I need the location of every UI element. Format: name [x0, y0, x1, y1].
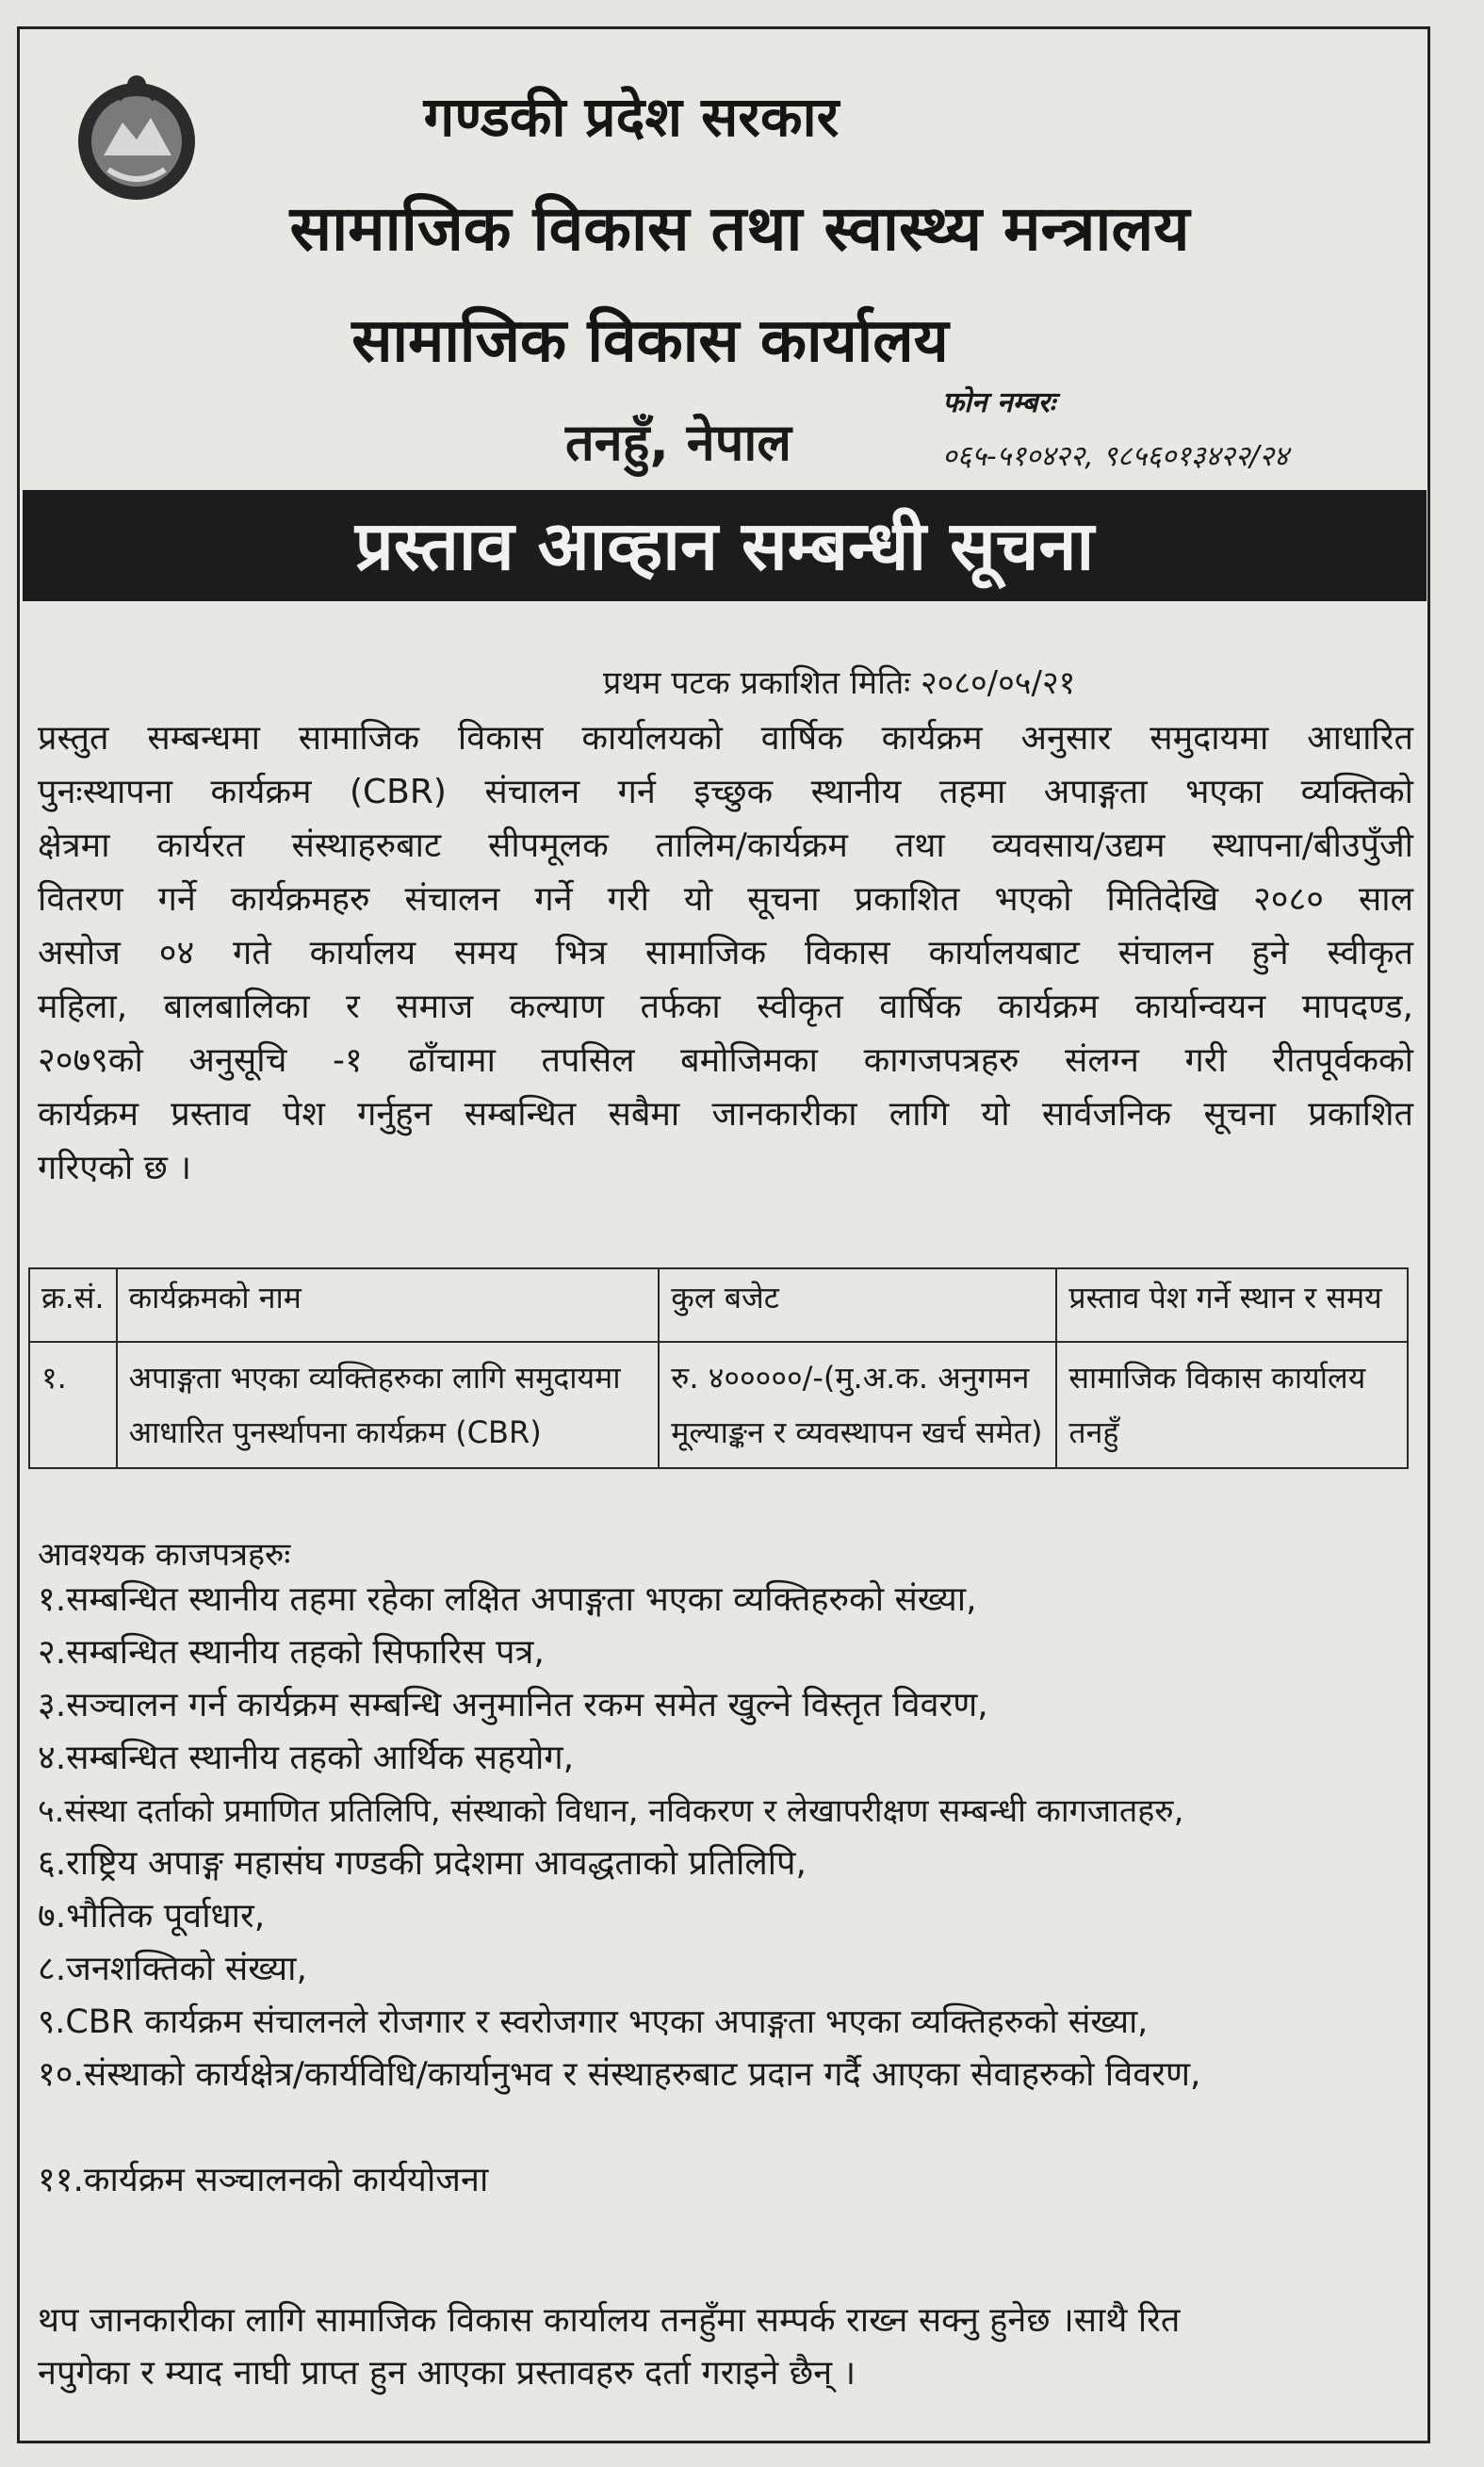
- program-table: [28, 1267, 1409, 1469]
- body-line: २०७९को अनुसूचि -१ ढाँचामा तपसिल बमोजिमका कागजपत्रहरु संलग्न गरी रीतपूर्वकको: [38, 1041, 1413, 1080]
- body-line: महिला, बालबालिका र समाज कल्याण तर्फका स्वीकृत वार्षिक कार्यक्रम कार्यान्वयन मापदण्ड,: [38, 988, 1413, 1026]
- cell-place: सामाजिक विकास कार्यालय तनहुँ: [1056, 1342, 1408, 1468]
- list-item: ४.सम्बन्धित स्थानीय तहको आर्थिक सहयोग,: [38, 1739, 575, 1777]
- office-location: तनहुँ, नेपाल: [565, 413, 791, 472]
- phone-label: फोन नम्बरः: [942, 386, 1055, 419]
- list-item: ३.सञ्चालन गर्न कार्यक्रम सम्बन्धि अनुमानित रकम समेत खुल्ने विस्तृत विवरण,: [38, 1686, 988, 1724]
- program-name-line: अपाङ्गता भएका व्यक्तिहरुका लागि समुदायमा: [128, 1360, 621, 1396]
- list-item: ८.जनशक्तिको संख्या,: [38, 1950, 307, 1988]
- body-line: गरिएको छ ।: [38, 1149, 191, 1187]
- footer-note: [38, 2295, 1413, 2400]
- body-line: क्षेत्रमा कार्यरत संस्थाहरुबाट सीपमूलक तालिम/कार्यक्रम तथा व्यवसाय/उद्यम स्थापना/बीउपुँजी: [38, 826, 1413, 865]
- cell-budget: [659, 1342, 1056, 1468]
- list-item: ७.भौतिक पूर्वाधार,: [38, 1897, 266, 1936]
- body-line: कार्यक्रम प्रस्ताव पेश गर्नुहुन सम्बन्धित सबैमा जानकारीका लागि यो सार्वजनिक सूचना प्रकाशित: [38, 1095, 1413, 1134]
- header-program-name: कार्यक्रमको नाम: [117, 1268, 660, 1342]
- body-line: असोज ०४ गते कार्यालय समय भित्र सामाजिक विकास कार्यालयबाट संचालन हुने स्वीकृत: [38, 934, 1413, 972]
- documents-heading: आवश्यक काजपत्रहरुः: [38, 1536, 291, 1574]
- list-item: १.सम्बन्धित स्थानीय तहमा रहेका लक्षित अपाङ्गता भएका व्यक्तिहरुको संख्या,: [38, 1580, 977, 1619]
- publication-date: प्रथम पटक प्रकाशित मितिः २०८०/०५/२१: [603, 664, 1076, 702]
- list-item: ६.राष्ट्रिय अपाङ्ग महासंघ गण्डकी प्रदेशमा आवद्धताको प्रतिलिपि,: [38, 1844, 807, 1883]
- body-line: प्रस्तुत सम्बन्धमा सामाजिक विकास कार्यालयको वार्षिक कार्यक्रम अनुसार समुदायमा आधारित: [38, 719, 1413, 758]
- notice-body: [38, 711, 1413, 1195]
- program-name-line: आधारित पुनर्स्थापना कार्यक्रम (CBR): [128, 1414, 542, 1450]
- cell-program-name: [117, 1342, 660, 1468]
- phone-numbers: ०६५-५१०४२२, ९८५६०१३४२२/२४: [942, 440, 1289, 473]
- ministry-title: सामाजिक विकास तथा स्वास्थ्य मन्त्रालय: [289, 192, 1190, 265]
- list-item: ११.कार्यक्रम सञ्चालनको कार्ययोजना: [38, 2161, 489, 2199]
- header-budget: कुल बजेट: [659, 1268, 1056, 1342]
- header-sn: क्र.सं.: [29, 1268, 117, 1342]
- budget-line: रु. ४०००००/-(मु.अ.क. अनुगमन: [671, 1360, 1030, 1396]
- list-item: ९.CBR कार्यक्रम संचालनले रोजगार र स्वरोजगार भएका अपाङ्गता भएका व्यक्तिहरुको संख्या,: [38, 2003, 1149, 2041]
- office-title: सामाजिक विकास कार्यालय: [351, 306, 949, 376]
- body-line: पुनःस्थापना कार्यक्रम (CBR) संचालन गर्न इच्छुक स्थानीय तहमा अपाङ्गता भएका व्यक्तिको: [38, 773, 1413, 811]
- documents-list: [38, 1574, 1432, 2207]
- footer-line: नपुगेका र म्याद नाघी प्राप्त हुन आएका प्रस्तावहरु दर्ता गराइने छैन् ।: [38, 2354, 856, 2393]
- cell-sn: १.: [29, 1342, 117, 1468]
- budget-line: मूल्याङ्कन र व्यवस्थापन खर्च समेत): [671, 1414, 1043, 1450]
- footer-line: थप जानकारीका लागि सामाजिक विकास कार्यालय तनहुँमा सम्पर्क राख्न सक्नु हुनेछ ।साथै रित: [38, 2301, 1181, 2340]
- government-title: गण्डकी प्रदेश सरकार: [423, 85, 840, 149]
- list-item: २.सम्बन्धित स्थानीय तहको सिफारिस पत्र,: [38, 1633, 545, 1672]
- header-place-time: प्रस्ताव पेश गर्ने स्थान र समय: [1056, 1268, 1408, 1342]
- list-item: ५.संस्था दर्ताको प्रमाणित प्रतिलिपि, संस्थाको विधान, नविकरण र लेखापरीक्षण सम्बन्धी कागजातहरु,: [38, 1792, 1184, 1830]
- table-header-row: [29, 1268, 1408, 1342]
- table-row: [29, 1342, 1408, 1468]
- list-item: १०.संस्थाको कार्यक्षेत्र/कार्यविधि/कार्यानुभव र संस्थाहरुबाट प्रदान गर्दै आएका सेवाहरुको विवरण,: [38, 2055, 1201, 2094]
- body-line: वितरण गर्ने कार्यक्रमहरु संचालन गर्ने गरी यो सूचना प्रकाशित भएको मितिदेखि २०८० साल: [38, 880, 1413, 919]
- notice-banner: प्रस्ताव आव्हान सम्बन्धी सूचना: [23, 490, 1427, 601]
